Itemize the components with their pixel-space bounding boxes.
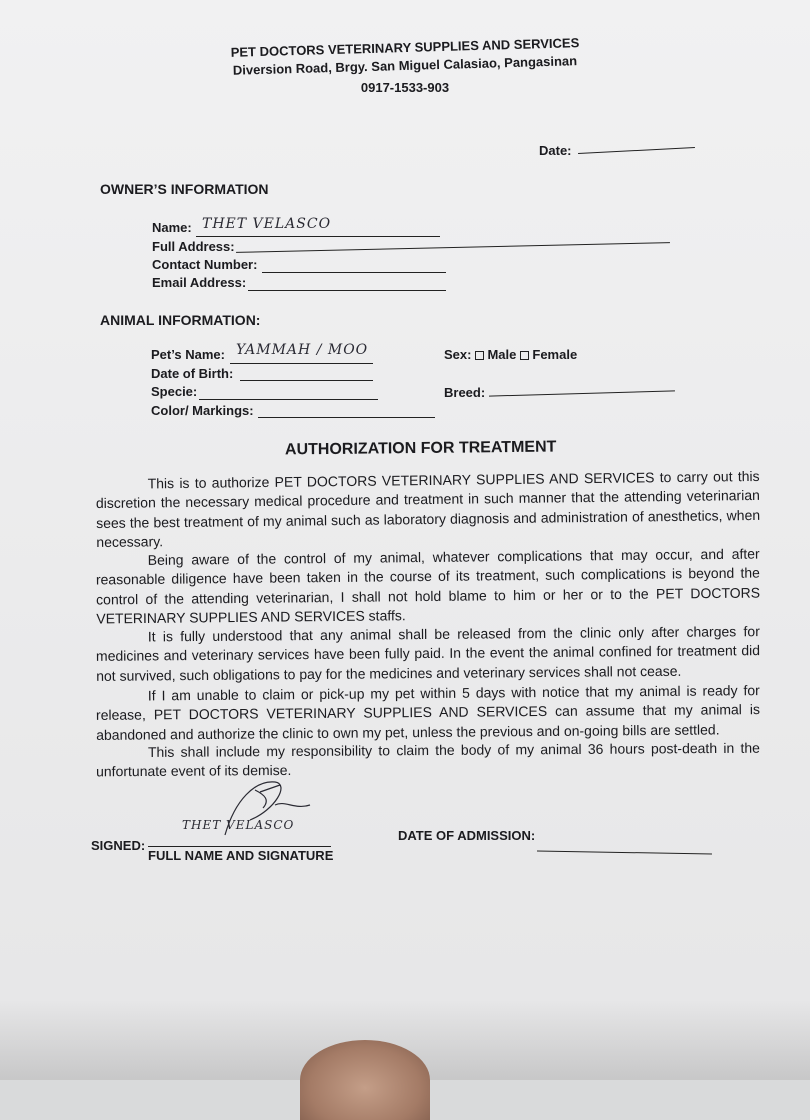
sex-female-label: Female [532, 347, 578, 362]
pet-color-label: Color/ Markings: [151, 403, 254, 418]
pet-sex-label [444, 347, 577, 362]
owner-email-line [248, 290, 446, 291]
owner-section-title: OWNER’S INFORMATION [100, 181, 269, 197]
owner-address-label: Full Address: [152, 239, 235, 254]
authorization-paragraph-2: Being aware of the control of my animal, whatever complications that may occur, and after reasonable diligence have been taken in the course of its treatment, such complications is beyond the control of the attending veterinarian, I shall not hold blame to him or her or to the PET DOCTORS VETERINARY SUPPLIES AND SERVICES staffs. [95, 545, 761, 627]
owner-email-label: Email Address: [152, 275, 247, 290]
pet-breed-line [489, 390, 675, 396]
date-label: Date: [539, 143, 572, 158]
business-address: Diversion Road, Brgy. San Miguel Calasiao, Pangasinan [232, 53, 578, 78]
business-name: PET DOCTORS VETERINARY SUPPLIES AND SERVICES [230, 35, 580, 60]
admission-line [537, 850, 712, 854]
holding-thumb [300, 1040, 430, 1120]
signature-caption: FULL NAME AND SIGNATURE [148, 848, 334, 863]
signed-label: SIGNED: [91, 838, 146, 853]
pet-breed-label: Breed: [444, 385, 486, 400]
pet-dob-label: Date of Birth: [151, 366, 234, 381]
animal-section-title: ANIMAL INFORMATION: [100, 312, 261, 328]
date-line [578, 147, 695, 154]
authorization-paragraph-3: It is fully understood that any animal shall be released from the clinic only after charges for medicines and veterinary services have been fully paid. In the event the animal confined for treatment did not survived, such obligations to pay for the medicines and veterinary services shall not cease. [95, 623, 761, 684]
authorization-paragraph-5: This shall include my responsibility to claim the body of my animal 36 hours post-death in the unfortunate event of its demise. [96, 739, 760, 780]
owner-name-line [196, 236, 440, 237]
pet-specie-label: Specie: [151, 384, 198, 399]
authorization-paragraph-1: This is to authorize PET DOCTORS VETERINARY SUPPLIES AND SERVICES to carry out this discretion the necessary medical procedure and treatment in such manner that the attending veterinarian sees the best treatment of my animal such as laboratory diagnosis and administration of anesthetics, when necessary. [95, 467, 761, 551]
owner-name-value: THET VELASCO [202, 216, 332, 232]
owner-contact-line [262, 272, 446, 273]
signature-scribble [215, 770, 325, 840]
owner-name-label: Name: [152, 220, 192, 235]
pet-name-value: YAMMAH / MOO [236, 342, 369, 358]
signed-value: THET VELASCO [182, 818, 295, 832]
authorization-title: AUTHORIZATION FOR TREATMENT [284, 438, 557, 459]
sex-male-label: Male [487, 347, 517, 362]
authorization-paragraph-4: If I am unable to claim or pick-up my pet within 5 days with notice that my animal is ready for release, PET DOCTORS VETERINARY SUPPLIES AND SERVICES can assume that my animal is abandoned and authorize the clinic to own my pet, unless the previous and on-going bills are settled. [95, 682, 761, 743]
female-checkbox[interactable] [520, 351, 529, 360]
pet-name-label: Pet’s Name: [151, 347, 225, 362]
owner-contact-label: Contact Number: [152, 257, 258, 272]
sex-label: Sex: [444, 347, 472, 362]
admission-label: DATE OF ADMISSION: [398, 828, 536, 843]
pet-name-line [230, 363, 373, 364]
signed-line [148, 846, 331, 847]
pet-color-line [258, 417, 435, 418]
business-phone: 0917-1533-903 [360, 80, 450, 95]
owner-address-line [236, 242, 670, 253]
pet-dob-line [240, 380, 373, 381]
pet-specie-line [199, 399, 378, 400]
male-checkbox[interactable] [475, 351, 484, 360]
